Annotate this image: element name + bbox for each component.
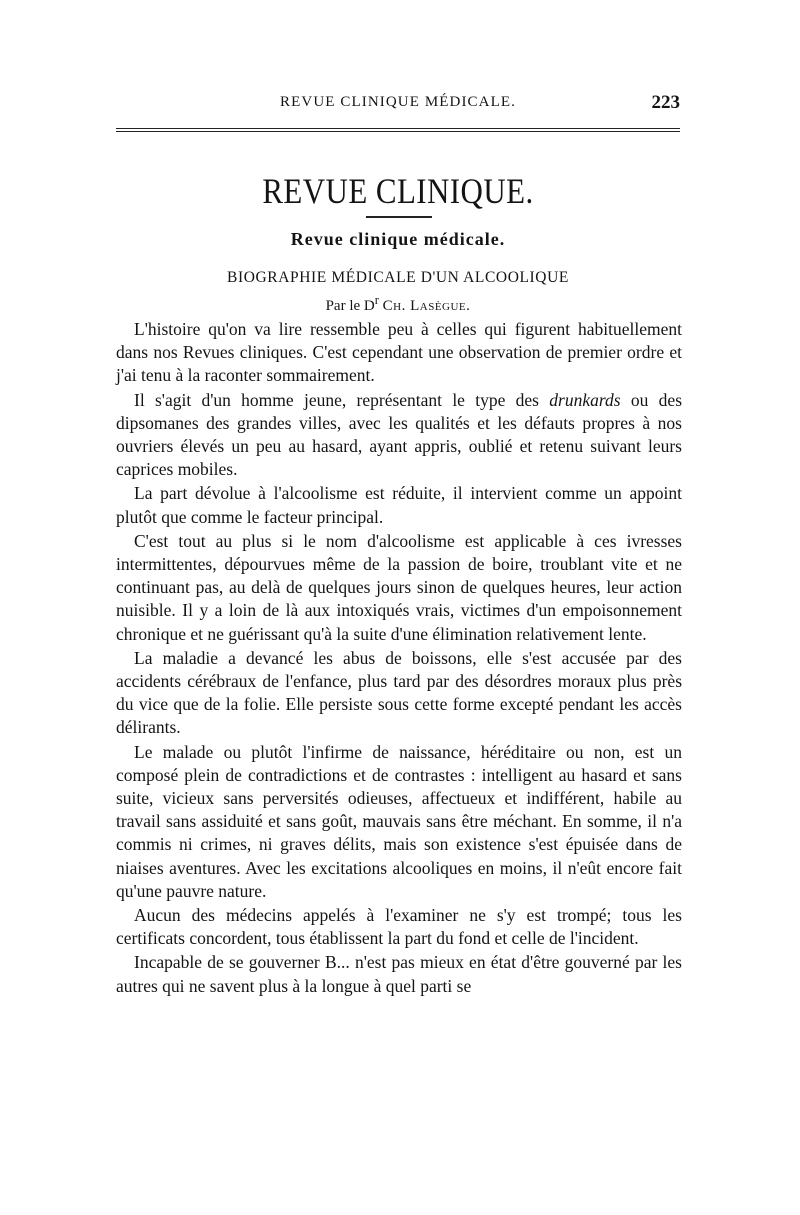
header-rule-upper	[116, 128, 680, 129]
paragraph-6: Le malade ou plutôt l'infirme de naissance, héréditaire ou non, est un composé plein de contradictions et de contrastes : intelligent au hasard et sans suite, vicieux sans perversités odieuses, affectueux et indifférent, habile au travail sans assiduité et sans goût, mauvais sans être méchant. En somme, il n'a commis ni crimes, ni graves délits, mais son existence s'est épuisée dans de niaises aventures. Avec les excitations alcooliques en moins, il n'eût encore fait qu'une pauvre nature.	[116, 741, 682, 901]
paragraph-4: C'est tout au plus si le nom d'alcoolisme est applicable à ces ivresses intermittentes, dépourvues même de la passion de boire, troublant vite et ne continuant pas, au delà de quelques jours sinon de quelques heures, leur action nuisible. Il y a loin de là aux intoxiqués vrais, victimes d'un empoisonnement chronique et ne guérissant qu'à la suite d'une élimination relativement lente.	[116, 530, 682, 644]
running-header	[116, 94, 680, 118]
byline-prefix: Par le D	[325, 298, 375, 314]
paragraph-3: La part dévolue à l'alcoolisme est réduite, il intervient comme un appoint plutôt que comme le facteur principal.	[116, 483, 682, 527]
paragraph-8: Incapable de se gouverner B... n'est pas mieux en état d'être gouverné par les autres qui ne savent plus à la longue à quel parti se	[116, 952, 682, 996]
article-body	[116, 318, 682, 999]
byline	[116, 293, 680, 315]
section-divider	[366, 216, 432, 218]
paragraph-2-italic: drunkards	[549, 389, 621, 410]
paragraph-7: Aucun des médecins appelés à l'examiner ne s'y est trompé; tous les certificats concordent, tous établissent la part du fond et celle de l'incident.	[116, 905, 682, 949]
paragraph-2-after: ou des dipsomanes des grandes villes, avec les qualités et les défauts propres à nos ouvriers élevés un peu au hasard, ayant appris, oublié et retenu suivant leurs caprices mobiles.	[116, 389, 683, 480]
page-number: 223	[651, 92, 680, 113]
subsection-title: Revue clinique médicale.	[290, 229, 506, 249]
paragraph-1: L'histoire qu'on va lire ressemble peu à celles qui figurent habituellement dans nos Revues cliniques. C'est cependant une observation de premier ordre et j'ai tenu à la raconter sommairement.	[116, 319, 682, 386]
byline-author: Ch. Lasègue.	[382, 298, 471, 314]
header-rule-lower	[116, 131, 680, 132]
byline-superscript: r	[374, 293, 379, 307]
paragraph-2-before: Il s'agit d'un homme jeune, représentant le type des	[134, 389, 550, 410]
article-title: BIOGRAPHIE MÉDICALE D'UN ALCOOLIQUE	[227, 269, 569, 286]
paragraph-2	[116, 389, 682, 482]
paragraph-5: La maladie a devancé les abus de boissons, elle s'est accusée par des accidents cérébraux de l'enfance, plus tard par des désordres moraux plus près du vice que de la folie. Elle persiste sous cette forme excepté pendant les accès délirants.	[116, 647, 682, 738]
running-title: REVUE CLINIQUE MÉDICALE.	[280, 94, 516, 110]
section-title: REVUE CLINIQUE.	[262, 171, 534, 211]
